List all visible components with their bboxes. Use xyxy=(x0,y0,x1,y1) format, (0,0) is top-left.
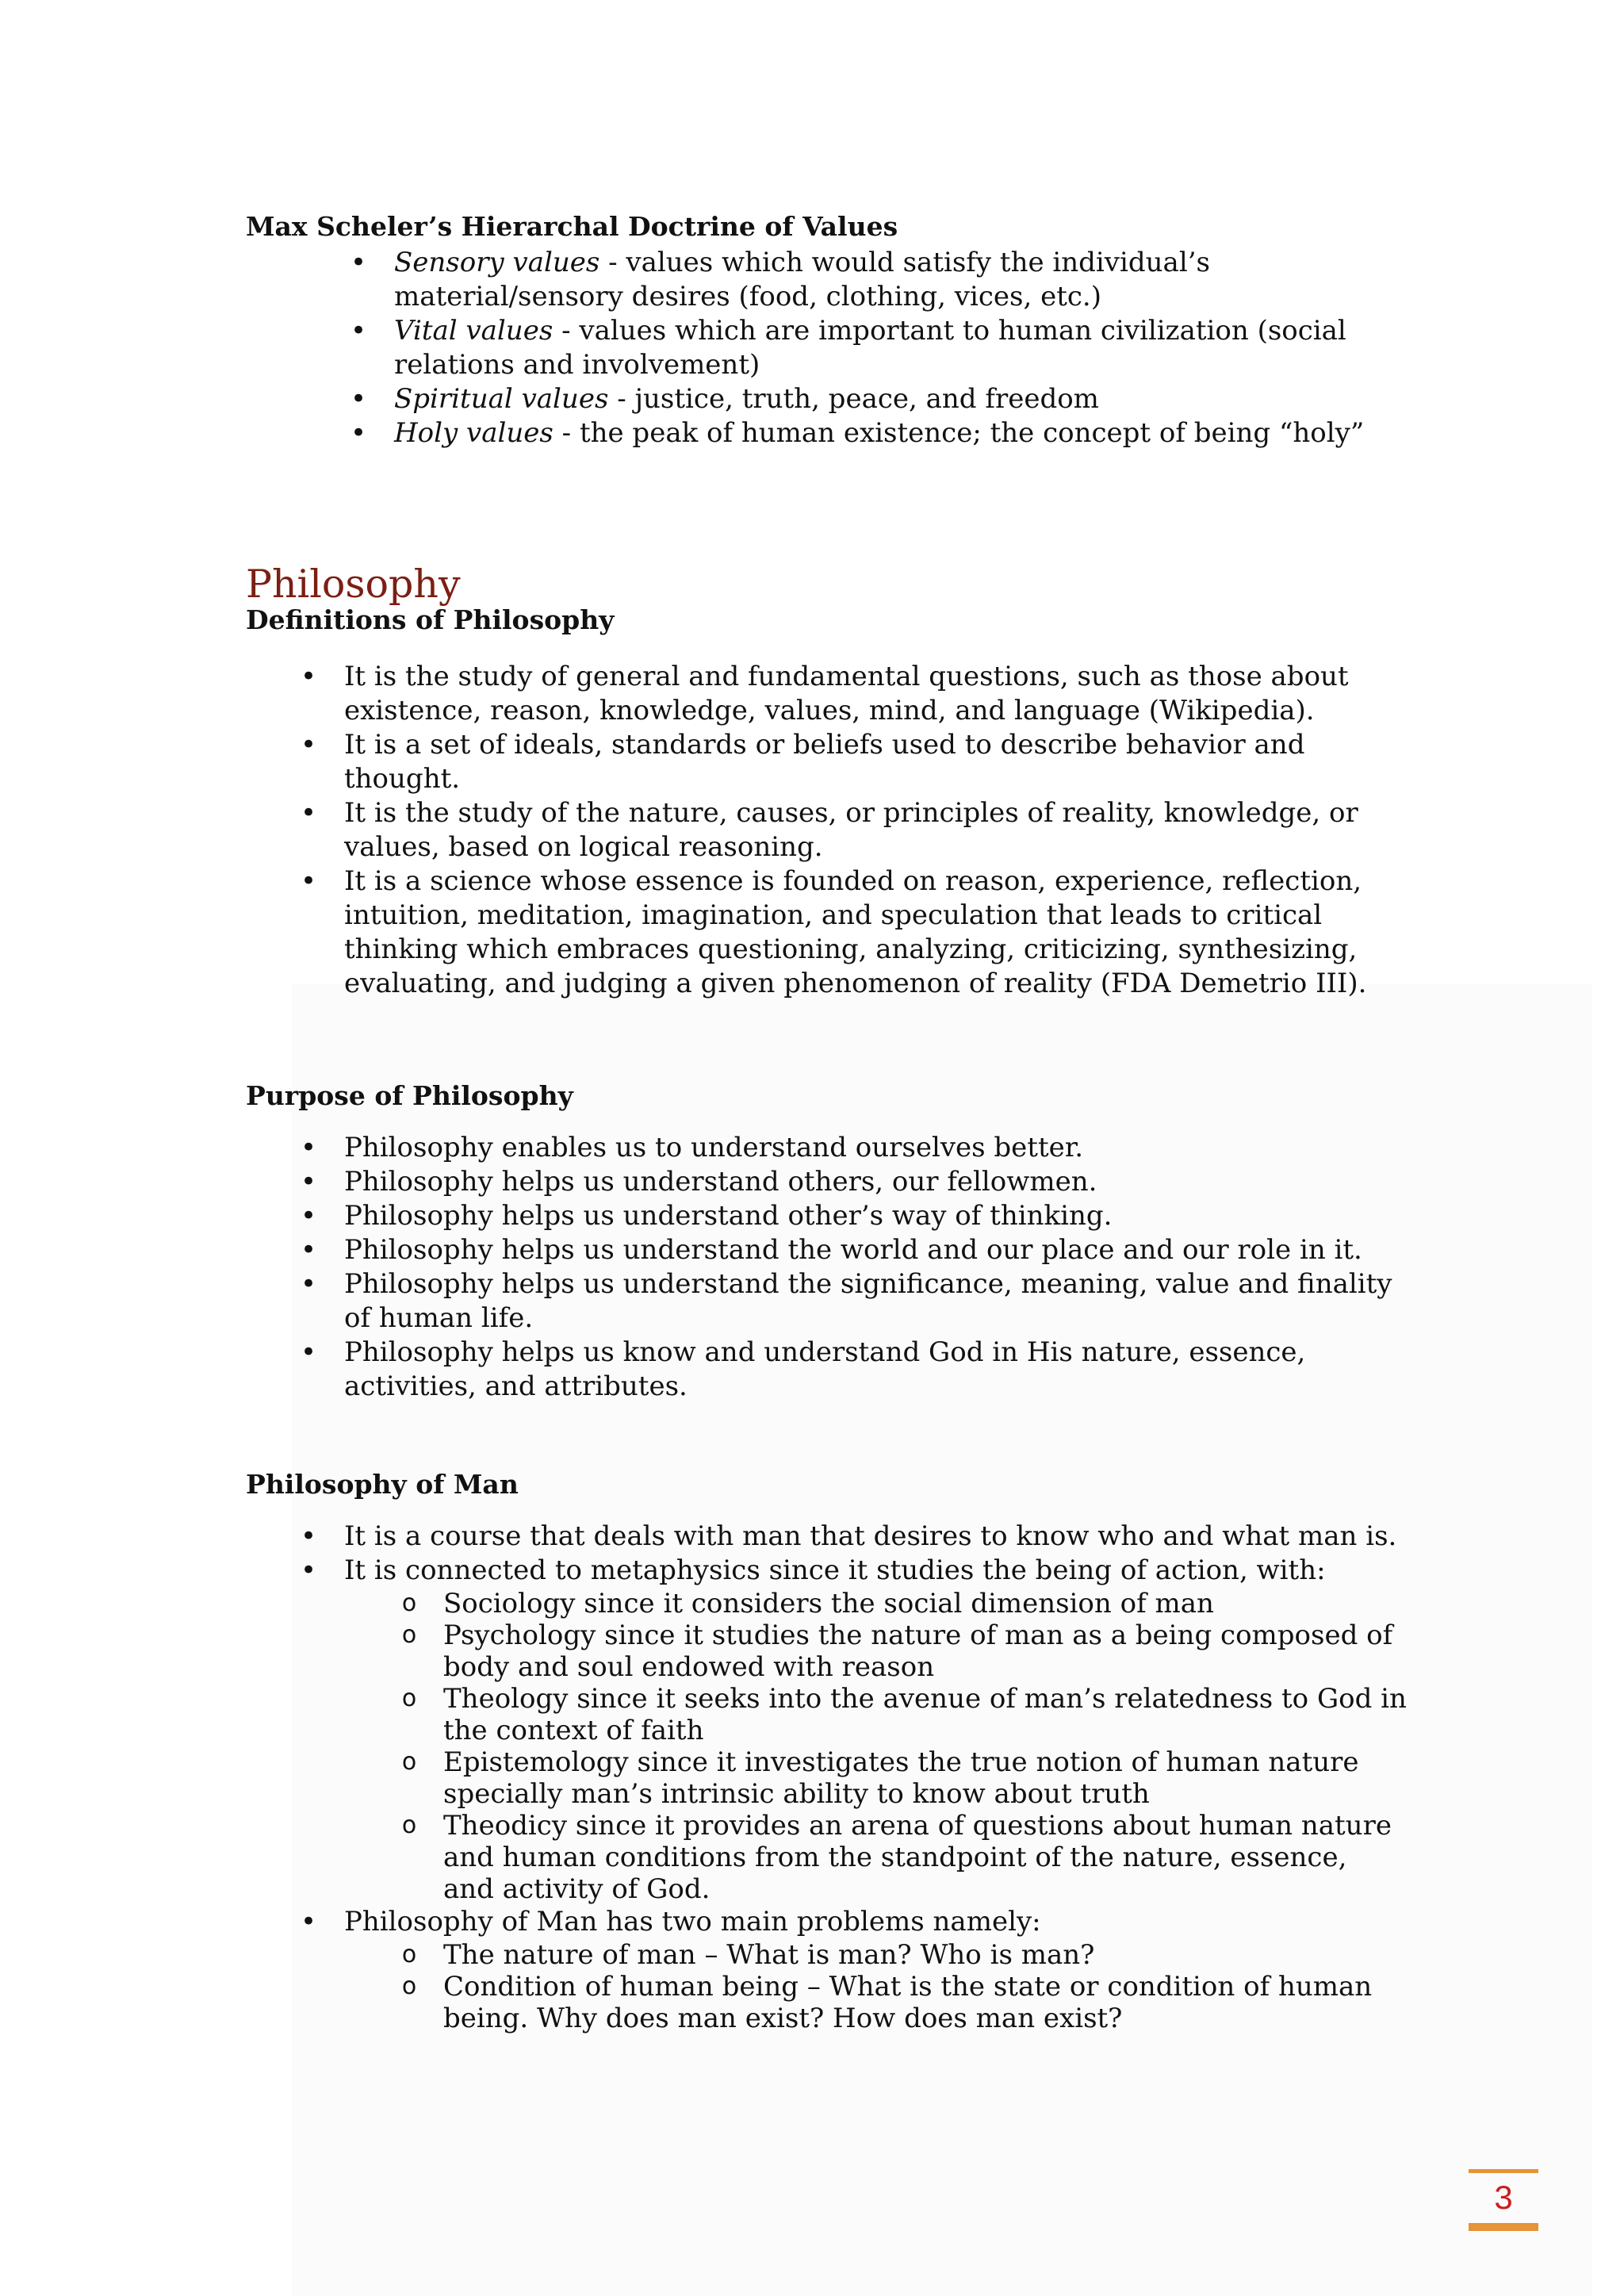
bullet-icon: • xyxy=(300,661,317,692)
sub-list-item: o Epistemology since it investigates the true notion of human nature specially man’s intrinsic ability to know about truth xyxy=(443,1746,1411,1810)
bullet-icon: • xyxy=(300,797,317,829)
section-title: Philosophy xyxy=(246,562,461,607)
definitions-heading: Definitions of Philosophy xyxy=(246,604,615,635)
list-item: • Sensory values - values which would satisfy the individual’s material/sensory desires (food, clothing, vices, etc.) xyxy=(394,246,1411,314)
scheler-heading: Max Scheler’s Hierarchal Doctrine of Values xyxy=(246,211,898,242)
scheler-list xyxy=(246,246,1411,450)
sub-bullet-icon: o xyxy=(401,1811,417,1839)
bullet-icon: • xyxy=(350,383,367,415)
bullet-icon: • xyxy=(300,865,317,897)
bullet-icon: • xyxy=(300,1268,317,1300)
sub-list-item: o Theodicy since it provides an arena of questions about human nature and human conditions from the standpoint of the nature, essence, and activity of God. xyxy=(443,1810,1411,1905)
bullet-icon: • xyxy=(300,1336,317,1368)
bullet-icon: • xyxy=(300,1200,317,1232)
man-list xyxy=(246,1520,1411,1588)
bullet-icon: • xyxy=(350,315,367,347)
bullet-icon: • xyxy=(300,1234,317,1266)
man-sublist-2 xyxy=(246,1939,1411,2034)
sub-list-item: o Psychology since it studies the nature of man as a being composed of body and soul endowed with reason xyxy=(443,1619,1411,1683)
sub-list-item: o Sociology since it considers the social dimension of man xyxy=(443,1588,1411,1619)
bullet-icon: • xyxy=(300,1554,317,1586)
bullet-icon: • xyxy=(300,1166,317,1198)
list-item: • It is connected to metaphysics since it studies the being of action, with: xyxy=(344,1554,1411,1588)
man-heading: Philosophy of Man xyxy=(246,1469,519,1500)
purpose-list xyxy=(246,1131,1411,1404)
list-item: • Philosophy helps us know and understand God in His nature, essence, activities, and attributes. xyxy=(344,1336,1411,1404)
sub-list-item: o Theology since it seeks into the avenue of man’s relatedness to God in the context of faith xyxy=(443,1683,1411,1746)
definitions-list xyxy=(246,660,1411,1001)
list-item: • Philosophy helps us understand the world and our place and our role in it. xyxy=(344,1233,1411,1267)
list-item: • Philosophy of Man has two main problems namely: xyxy=(344,1905,1411,1939)
list-item: • Holy values - the peak of human existence; the concept of being “holy” xyxy=(394,416,1411,450)
sub-bullet-icon: o xyxy=(401,1621,417,1649)
bullet-icon: • xyxy=(350,247,367,278)
sub-bullet-icon: o xyxy=(401,1589,417,1617)
page-content xyxy=(246,208,1411,2034)
list-item: • It is a course that deals with man that desires to know who and what man is. xyxy=(344,1520,1411,1554)
sub-bullet-icon: o xyxy=(401,1972,417,2000)
man-list-2 xyxy=(246,1905,1411,1939)
sub-bullet-icon: o xyxy=(401,1941,417,1968)
sub-list-item: o The nature of man – What is man? Who is man? xyxy=(443,1939,1411,1971)
list-item: • Vital values - values which are important to human civilization (social relations and involvement) xyxy=(394,314,1411,382)
bullet-icon: • xyxy=(350,417,367,449)
page-number: 3 xyxy=(1469,2169,1538,2231)
list-item: • It is the study of general and fundamental questions, such as those about existence, reason, knowledge, values, mind, and language (Wikipedia). xyxy=(344,660,1411,728)
purpose-heading: Purpose of Philosophy xyxy=(246,1080,573,1111)
list-item: • Spiritual values - justice, truth, peace, and freedom xyxy=(394,382,1411,416)
sub-bullet-icon: o xyxy=(401,1685,417,1712)
sub-list-item: o Condition of human being – What is the state or condition of human being. Why does man exist? How does man exist? xyxy=(443,1971,1411,2034)
list-item: • It is a science whose essence is founded on reason, experience, reflection, intuition, meditation, imagination, and speculation that leads to critical thinking which embraces questioning, analyzing, criticizing, synthesizing, evaluating, and judging a given phenomenon of reality (FDA Demetrio III). xyxy=(344,864,1411,1001)
bullet-icon: • xyxy=(300,1520,317,1552)
list-item: • Philosophy helps us understand others, our fellowmen. xyxy=(344,1165,1411,1199)
list-item: • Philosophy enables us to understand ourselves better. xyxy=(344,1131,1411,1165)
sub-bullet-icon: o xyxy=(401,1748,417,1776)
list-item: • It is the study of the nature, causes, or principles of reality, knowledge, or values, based on logical reasoning. xyxy=(344,796,1411,864)
list-item: • Philosophy helps us understand the significance, meaning, value and finality of human life. xyxy=(344,1267,1411,1336)
bullet-icon: • xyxy=(300,1132,317,1163)
man-sublist-1 xyxy=(246,1588,1411,1905)
list-item: • It is a set of ideals, standards or beliefs used to describe behavior and thought. xyxy=(344,728,1411,796)
list-item: • Philosophy helps us understand other’s way of thinking. xyxy=(344,1199,1411,1233)
bullet-icon: • xyxy=(300,1906,317,1938)
bullet-icon: • xyxy=(300,729,317,761)
